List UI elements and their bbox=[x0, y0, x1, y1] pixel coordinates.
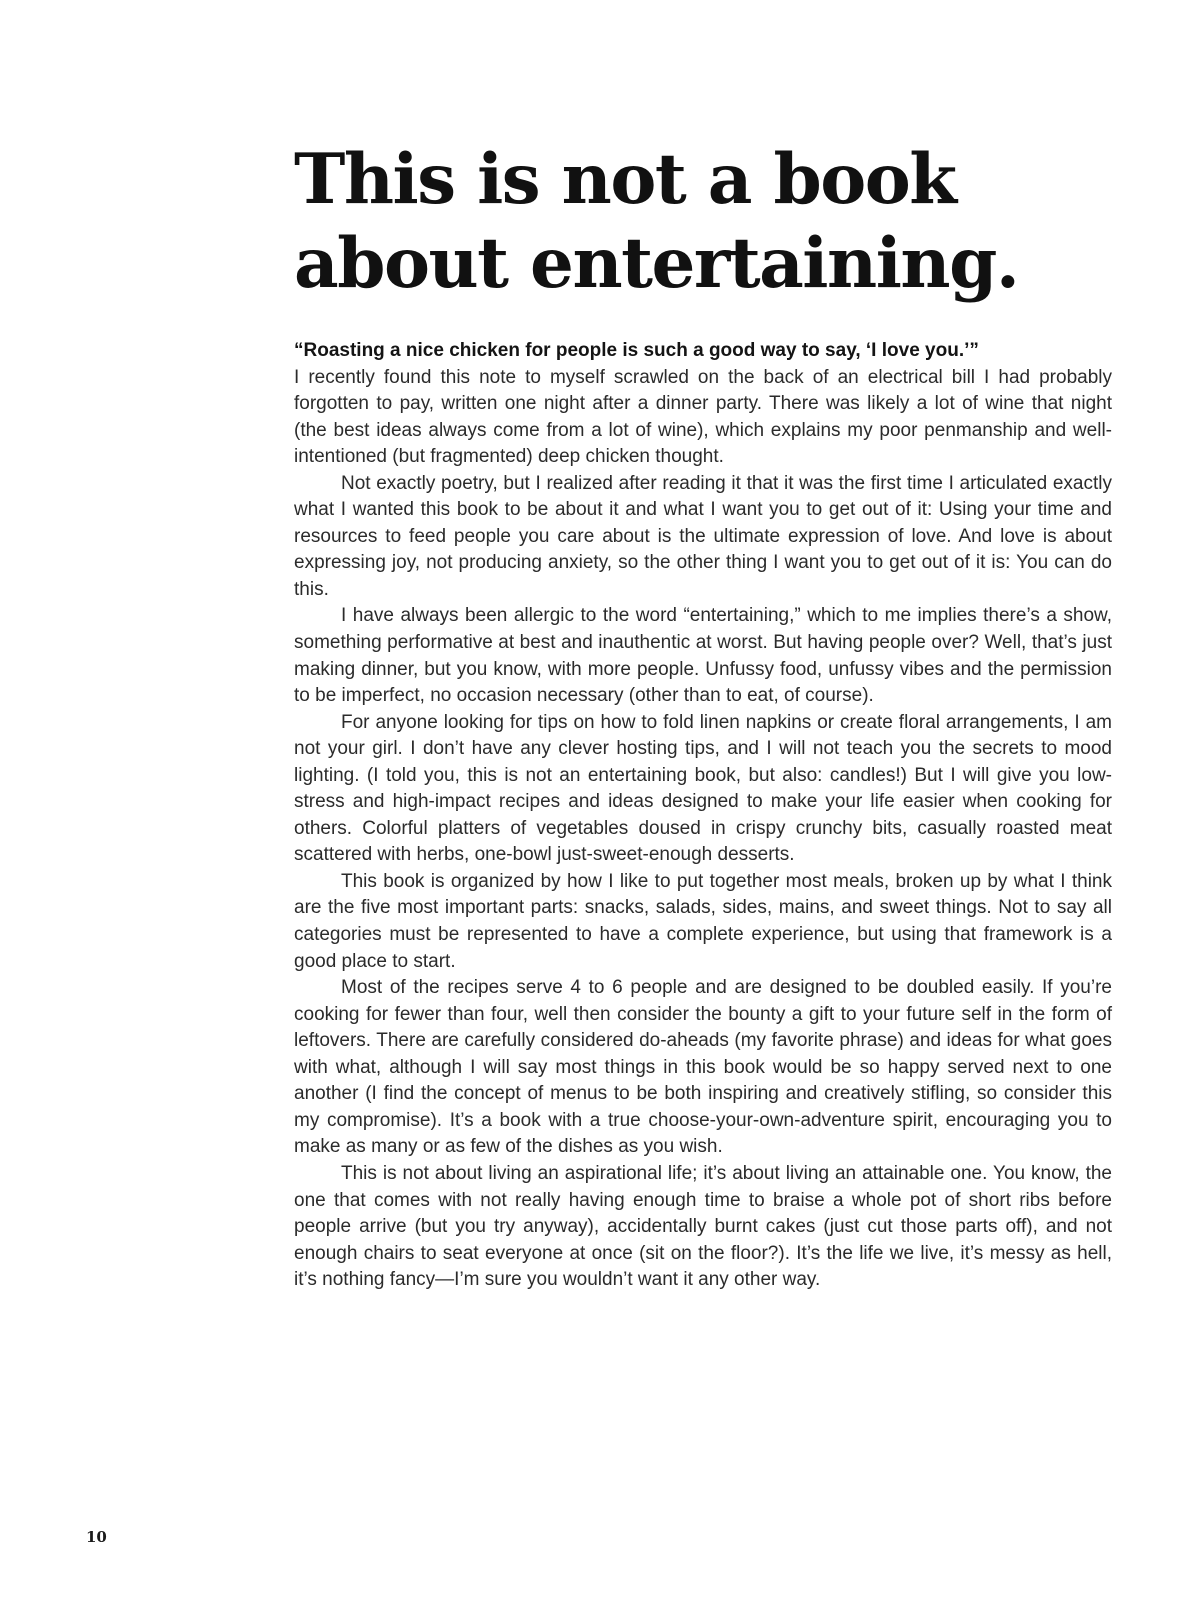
paragraph: Most of the recipes serve 4 to 6 people and are designed to be doubled easily. If you’re cooking for fewer than four, well then consider the bounty a gift to your future self in the form of leftovers. There are carefully considered do-aheads (my favorite phrase) and ideas for what goes with what, although I will say most things in this book would be so happy served next to one another (I find the concept of menus to be both inspiring and creatively stifling, so consider this my compromise). It’s a book with a true choose-your-own-adventure spirit, encouraging you to make as many or as few of the dishes as you wish. bbox=[294, 977, 1112, 1158]
lead-quote: “Roasting a nice chicken for people is such a good way to say, ‘I love you.’” bbox=[294, 340, 979, 361]
paragraph: This is not about living an aspirational life; it’s about living an attainable one. You know, the one that comes with not really having enough time to braise a whole pot of short ribs before people arrive (but you try anyway), accidentally burnt cakes (just cut those parts off), and not enough chairs to seat everyone at once (sit on the floor?). It’s the life we live, it’s messy as hell, it’s nothing fancy—I’m sure you wouldn’t want it any other way. bbox=[294, 1162, 1112, 1291]
page-title bbox=[294, 138, 1114, 306]
paragraph: For anyone looking for tips on how to fold linen napkins or create floral arrangements, I am not your girl. I don’t have any clever hosting tips, and I will not teach you the secrets to mood lighting. (I told you, this is not an entertaining book, but also: candles!) But I will give you low-stress and high-impact recipes and ideas designed to make your life easier when cooking for others. Colorful platters of vegetables doused in crispy crunchy bits, casually roasted meat scattered with herbs, one-bowl just-sweet-enough desserts. bbox=[294, 711, 1112, 866]
paragraph: This book is organized by how I like to put together most meals, broken up by what I think are the five most important parts: snacks, salads, sides, mains, and sweet things. Not to say all categories must be represented to have a complete experience, but using that framework is a good place to start. bbox=[294, 870, 1112, 972]
title-line-2: about entertaining. bbox=[294, 223, 1019, 304]
page-number: 10 bbox=[86, 1528, 107, 1546]
paragraph: I recently found this note to myself scrawled on the back of an electrical bill I had probably forgotten to pay, written one night after a dinner party. There was likely a lot of wine that night (the best ideas always come from a lot of wine), which explains my poor penmanship and well-intentioned (but fragmented) deep chicken thought. bbox=[294, 366, 1112, 468]
paragraph: Not exactly poetry, but I realized after reading it that it was the first time I articulated exactly what I wanted this book to be about it and what I want you to get out of it: Using your time and resources to feed people you care about is the ultimate expression of love. And love is about expressing joy, not producing anxiety, so the other thing I want you to get out of it is: You can do this. bbox=[294, 472, 1112, 600]
body-text bbox=[294, 338, 1112, 1294]
title-line-1: This is not a book bbox=[294, 139, 956, 220]
paragraph: I have always been allergic to the word “entertaining,” which to me implies there’s a show, something performative at best and inauthentic at worst. But having people over? Well, that’s just making dinner, but you know, with more people. Unfussy food, unfussy vibes and the permission to be imperfect, no occasion necessary (other than to eat, of course). bbox=[294, 605, 1112, 707]
